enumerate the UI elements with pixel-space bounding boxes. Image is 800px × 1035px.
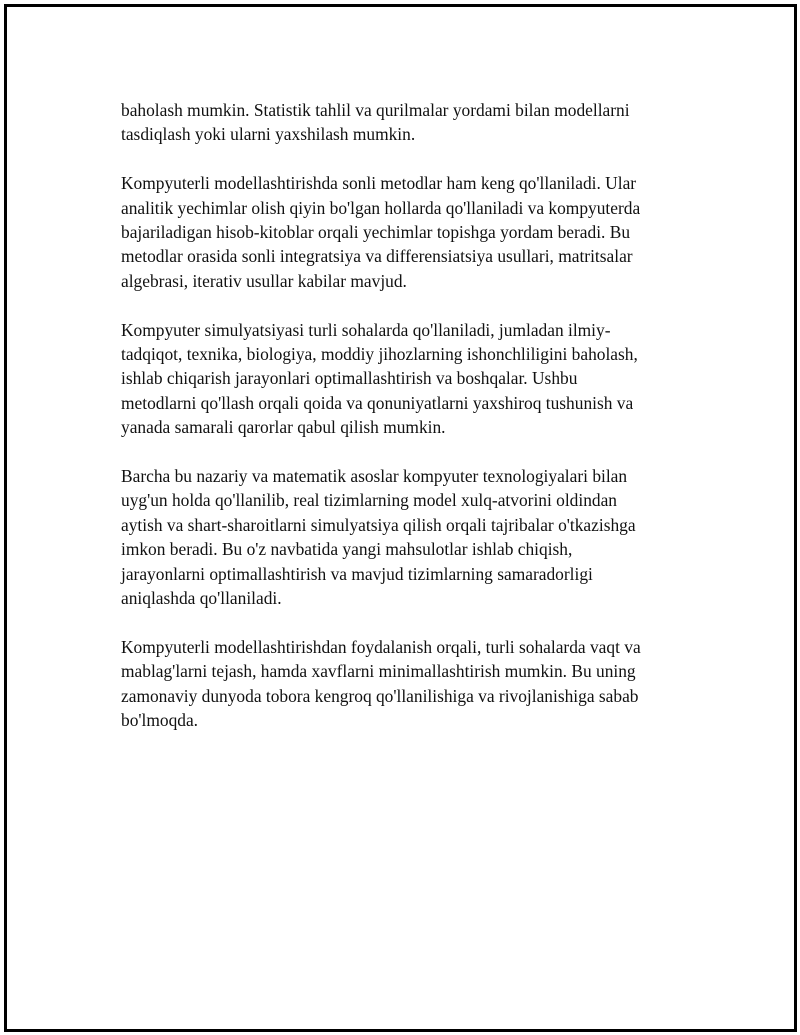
text-line: imkon beradi. Bu o'z navbatida yangi mahsulotlar ishlab chiqish, bbox=[121, 539, 573, 560]
text-line: bajariladigan hisob-kitoblar orqali yechimlar topishga yordam beradi. Bu bbox=[121, 222, 631, 243]
text-line: metodlarni qo'llash orqali qoida va qonuniyatlarni yaxshiroq tushunish va bbox=[121, 392, 634, 413]
text-line: uyg'un holda qo'llanilib, real tizimlarning model xulq-atvorini oldindan bbox=[121, 490, 618, 511]
text-line: zamonaviy dunyoda tobora kengroq qo'llanilishiga va rivojlanishiga sabab bbox=[121, 685, 639, 706]
paragraph-3 bbox=[121, 318, 681, 440]
text-line: tadqiqot, texnika, biologiya, moddiy jihozlarning ishonchliligini baholash, bbox=[121, 344, 638, 365]
text-line: Kompyuterli modellashtirishda sonli metodlar ham keng qo'llaniladi. Ular bbox=[121, 173, 637, 194]
text-line: mablag'larni tejash, hamda xavflarni minimallashtirish mumkin. Bu uning bbox=[121, 661, 636, 682]
paragraph-2 bbox=[121, 171, 681, 293]
paragraph-5 bbox=[121, 635, 681, 733]
paragraph-1 bbox=[121, 98, 681, 147]
text-line: Kompyuter simulyatsiyasi turli sohalarda qo'llaniladi, jumladan ilmiy- bbox=[121, 319, 611, 340]
text-line: algebrasi, iterativ usullar kabilar mavjud. bbox=[121, 270, 407, 291]
text-line: baholash mumkin. Statistik tahlil va qurilmalar yordami bilan modellarni bbox=[121, 100, 630, 120]
paragraph-4 bbox=[121, 464, 681, 610]
text-line: aytish va shart-sharoitlarni simulyatsiya qilish orqali tajribalar o'tkazishga bbox=[121, 514, 636, 535]
document-body bbox=[121, 98, 681, 757]
page-frame bbox=[4, 4, 797, 1032]
text-line: ishlab chiqarish jarayonlari optimallashtirish va boshqalar. Ushbu bbox=[121, 368, 578, 389]
text-line: bo'lmoqda. bbox=[121, 710, 199, 731]
text-line: yanada samarali qarorlar qabul qilish mumkin. bbox=[121, 417, 446, 438]
text-line: Kompyuterli modellashtirishdan foydalanish orqali, turli sohalarda vaqt va bbox=[121, 636, 641, 657]
text-line: jarayonlarni optimallashtirish va mavjud tizimlarning samaradorligi bbox=[121, 563, 593, 584]
text-line: aniqlashda qo'llaniladi. bbox=[121, 588, 282, 609]
text-line: tasdiqlash yoki ularni yaxshilash mumkin. bbox=[121, 124, 416, 145]
text-line: metodlar orasida sonli integratsiya va differensiatsiya usullari, matritsalar bbox=[121, 246, 633, 267]
text-line: analitik yechimlar olish qiyin bo'lgan hollarda qo'llaniladi va kompyuterda bbox=[121, 197, 641, 218]
text-line: Barcha bu nazariy va matematik asoslar kompyuter texnologiyalari bilan bbox=[121, 466, 628, 487]
